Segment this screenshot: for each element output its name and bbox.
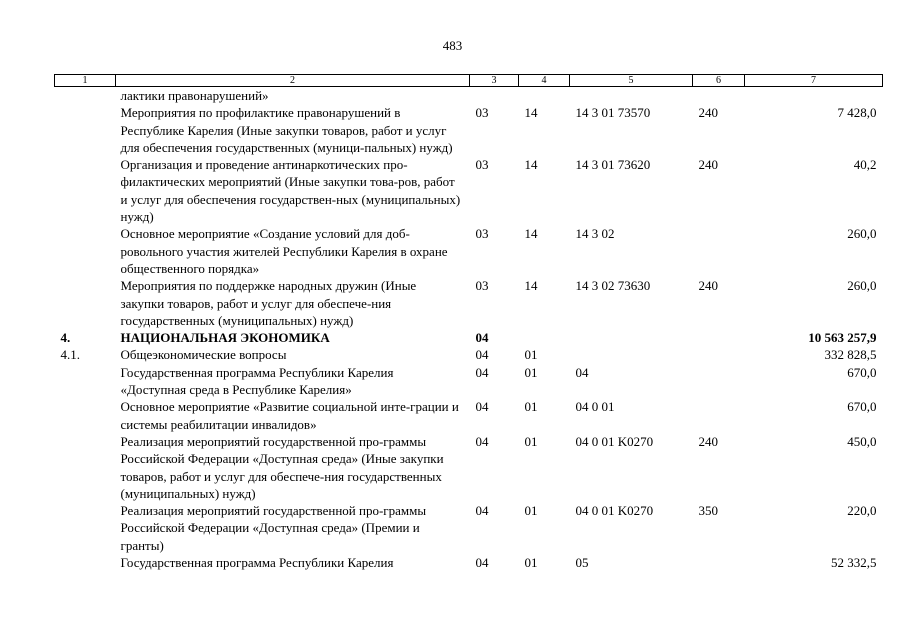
expense-type-code [693, 329, 745, 346]
row-number [55, 277, 116, 329]
section-code: 04 [475, 503, 489, 519]
subsection-code: 01 [524, 433, 538, 449]
expense-name: Основное мероприятие «Создание условий для доб-ровольного участия жителей Республики Карелия в охране общественного порядка» [120, 226, 448, 276]
expense-type-code [693, 225, 745, 277]
row-number [55, 156, 116, 225]
table-row [55, 554, 883, 571]
section-code: 04 [475, 330, 489, 346]
target-article-code [570, 87, 693, 105]
amount: 260,0 [847, 278, 877, 294]
subsection-code: 01 [524, 347, 538, 363]
section-code: 04 [475, 555, 489, 571]
amount: 670,0 [847, 364, 877, 380]
header-col-4: 4 [519, 75, 570, 87]
target-article-code: 14 3 01 73570 [575, 105, 651, 121]
amount: 7 428,0 [837, 105, 877, 121]
amount [745, 87, 883, 105]
expense-type-code [693, 364, 745, 399]
subsection-code: 01 [524, 503, 538, 519]
expense-name: Мероприятия по профилактике правонарушений в Республике Карелия (Иные закупки товаров, работ и услуг для обеспечения государственных (муници-пальных) нужд) [120, 105, 453, 155]
target-article-code: 14 3 02 73630 [575, 278, 651, 294]
target-article-code: 14 3 01 73620 [575, 157, 651, 173]
table-row [55, 104, 883, 156]
expense-name: Мероприятия по поддержке народных дружин (Иные закупки товаров, работ и услуг для обеспече-ния государственных (муниципальных) нужд) [120, 278, 417, 328]
section-code: 03 [475, 157, 489, 173]
amount: 332 828,5 [824, 347, 877, 363]
subsection-code: 01 [524, 555, 538, 571]
row-number [55, 225, 116, 277]
table-body [55, 87, 883, 572]
target-article-code [570, 346, 693, 363]
expense-name: Общеэкономические вопросы [120, 347, 287, 363]
expense-name: Государственная программа Республики Карелия [120, 555, 394, 571]
target-article-code: 05 [575, 555, 589, 571]
section-code: 04 [475, 347, 489, 363]
table-row [55, 346, 883, 363]
subsection-code: 01 [524, 364, 538, 380]
table-row [55, 156, 883, 225]
section-code: 04 [475, 399, 489, 415]
table-row [55, 433, 883, 502]
header-col-1: 1 [55, 75, 116, 87]
table-row [55, 398, 883, 433]
target-article-code: 04 0 01 [575, 399, 615, 415]
subsection-code: 14 [524, 226, 538, 242]
expense-type-code: 240 [698, 157, 718, 173]
amount: 40,2 [853, 157, 877, 173]
amount: 260,0 [847, 226, 877, 242]
row-number [55, 398, 116, 433]
amount: 450,0 [847, 433, 877, 449]
expense-type-code: 240 [698, 278, 718, 294]
subsection-code [519, 329, 570, 346]
row-number [55, 502, 116, 554]
row-number: 4. [60, 330, 71, 346]
section-code: 04 [475, 433, 489, 449]
section-code: 03 [475, 105, 489, 121]
expense-name: Реализация мероприятий государственной про-граммы Российской Федерации «Доступная среда» (Иные закупки товаров, работ и услуг для обеспече-ния государственных (муниципальных) нужд) [120, 433, 444, 501]
expense-type-code: 240 [698, 105, 718, 121]
amount: 52 332,5 [831, 555, 877, 571]
subsection-code [519, 87, 570, 105]
row-number [55, 554, 116, 571]
header-col-5: 5 [570, 75, 693, 87]
expense-type-code [693, 87, 745, 105]
row-number [55, 433, 116, 502]
expense-type-code: 350 [698, 503, 718, 519]
section-code [470, 87, 519, 105]
row-number [55, 87, 116, 105]
expense-type-code [693, 554, 745, 571]
row-number: 4.1. [60, 347, 80, 363]
expense-name: Государственная программа Республики Карелия «Доступная среда в Республике Карелия» [120, 364, 394, 398]
subsection-code: 14 [524, 157, 538, 173]
table-row [55, 87, 883, 105]
budget-table [54, 74, 883, 571]
expense-name: лактики правонарушений» [120, 88, 269, 103]
target-article-code: 04 0 01 K0270 [575, 503, 654, 519]
table-row [55, 329, 883, 346]
row-number [55, 104, 116, 156]
amount: 10 563 257,9 [808, 330, 877, 346]
table-row [55, 364, 883, 399]
target-article-code: 14 3 02 [575, 226, 615, 242]
page-number: 483 [442, 38, 463, 53]
header-col-6: 6 [693, 75, 745, 87]
table-row [55, 277, 883, 329]
header-col-2: 2 [116, 75, 470, 87]
expense-type-code [693, 346, 745, 363]
subsection-code: 14 [524, 278, 538, 294]
header-col-7: 7 [745, 75, 883, 87]
section-code: 03 [475, 278, 489, 294]
section-code: 04 [475, 364, 489, 380]
expense-name: Основное мероприятие «Развитие социальной инте-грации и системы реабилитации инвалидов» [120, 399, 459, 432]
expense-name: НАЦИОНАЛЬНАЯ ЭКОНОМИКА [120, 330, 330, 346]
amount: 670,0 [847, 399, 877, 415]
expense-name: Реализация мероприятий государственной про-граммы Российской Федерации «Доступная среда» (Премии и гранты) [120, 503, 427, 553]
row-number [55, 364, 116, 399]
table-row [55, 502, 883, 554]
subsection-code: 14 [524, 105, 538, 121]
target-article-code: 04 [575, 364, 589, 380]
column-number-header [55, 75, 883, 87]
expense-type-code [693, 398, 745, 433]
table-row [55, 225, 883, 277]
expense-type-code: 240 [698, 433, 718, 449]
target-article-code: 04 0 01 K0270 [575, 433, 654, 449]
header-col-3: 3 [470, 75, 519, 87]
amount: 220,0 [847, 503, 877, 519]
expense-name: Организация и проведение антинаркотических про-филактических мероприятий (Иные закупки това-ров, работ и услуг для обеспечения государствен-ных (муниципальных) нужд) [120, 157, 461, 225]
section-code: 03 [475, 226, 489, 242]
subsection-code: 01 [524, 399, 538, 415]
target-article-code [570, 329, 693, 346]
